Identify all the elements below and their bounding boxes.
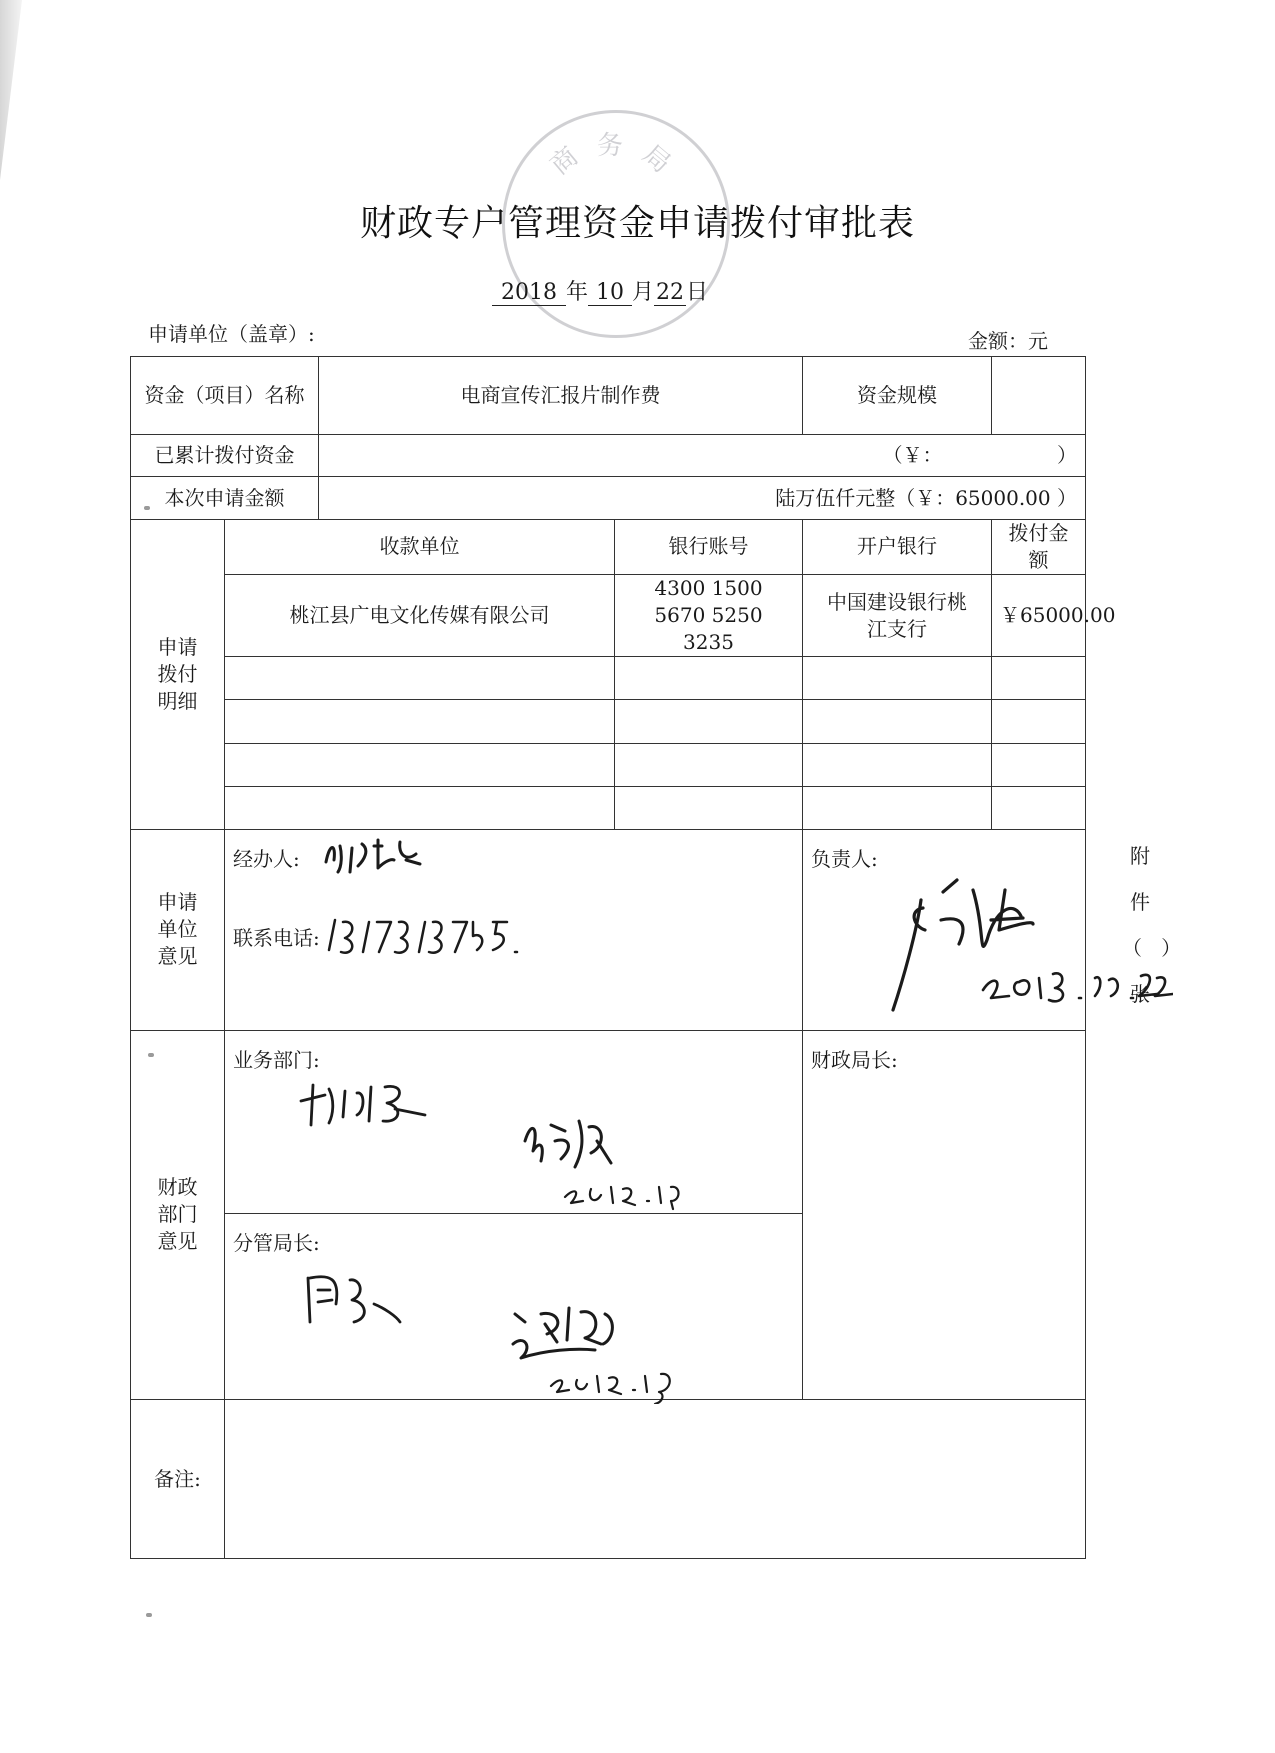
accumulated-value: （￥： ） xyxy=(319,435,1086,477)
scan-edge xyxy=(0,0,22,180)
remarks-label: 备注: xyxy=(131,1400,225,1559)
business-dept-signature-2 xyxy=(515,1111,685,1211)
detail-header-bank: 开户银行 xyxy=(803,519,992,574)
applicant-label: 申请单位（盖章）: xyxy=(148,322,315,346)
director-label: 财政局长: xyxy=(811,1047,898,1072)
detail-section-label: 申请 拨付 明细 xyxy=(131,519,225,829)
handler-label: 经办人: xyxy=(233,846,300,871)
form-title: 财政专户管理资金申请拨付审批表 xyxy=(359,203,915,244)
remarks-value xyxy=(225,1400,1086,1559)
detail-header-account: 银行账号 xyxy=(615,519,803,574)
scan-speck xyxy=(148,1053,154,1057)
seal-char-3: 局 xyxy=(636,139,677,180)
amount-unit: 金额：元 xyxy=(968,329,1048,353)
attachment-count: （ ） xyxy=(1122,936,1182,960)
deputy-signature-1 xyxy=(300,1264,410,1334)
scan-speck xyxy=(146,1613,152,1617)
attachment-char-2: 件 xyxy=(1130,890,1150,914)
finance-opinion-label: 财政 部门 意见 xyxy=(131,1030,225,1400)
project-name-value: 电商宣传汇报片制作费 xyxy=(319,357,803,435)
current-amount-value: 陆万伍仟元整（￥：65000.00 ） xyxy=(319,477,1086,519)
unit-opinion-label: 申请 单位 意见 xyxy=(131,829,225,1030)
detail-header-amount: 拨付金额 xyxy=(992,519,1086,574)
seal-char-2: 务 xyxy=(597,131,624,161)
table-row xyxy=(131,574,1086,656)
fund-scale-value xyxy=(992,357,1086,435)
current-amount-label: 本次申请金额 xyxy=(131,477,319,519)
date-year: 2018 xyxy=(492,280,566,306)
fund-scale-label: 资金规模 xyxy=(803,357,992,435)
scan-speck xyxy=(144,506,150,510)
date-year-label: 年 xyxy=(566,280,589,305)
table-row xyxy=(131,700,1086,743)
phone-label: 联系电话: xyxy=(233,925,320,950)
detail-header-payee: 收款单位 xyxy=(225,519,615,574)
project-name-label: 资金（项目）名称 xyxy=(131,357,319,435)
table-row xyxy=(131,743,1086,786)
responsible-label: 负责人: xyxy=(811,846,878,871)
date-month-label: 月 xyxy=(632,280,655,305)
detail-bank: 中国建设银行桃江支行 xyxy=(803,574,992,656)
business-dept-cell xyxy=(225,1030,803,1214)
date-day-label: 日 xyxy=(686,280,709,305)
attachment-char-1: 附 xyxy=(1130,844,1150,868)
detail-account: 4300 1500 5670 5250 3235 xyxy=(615,574,803,656)
deputy-cell xyxy=(225,1214,803,1400)
attachment-char-3: 张 xyxy=(1130,982,1150,1006)
detail-payee: 桃江县广电文化传媒有限公司 xyxy=(225,574,615,656)
unit-opinion-handler-cell xyxy=(225,829,803,1030)
table-row xyxy=(131,657,1086,700)
deputy-label: 分管局长: xyxy=(233,1231,320,1256)
director-cell xyxy=(803,1030,1086,1400)
deputy-signature-2 xyxy=(505,1294,695,1404)
business-dept-signature-1 xyxy=(295,1071,445,1131)
date-month: 10 xyxy=(588,280,632,306)
date-day: 22 xyxy=(656,280,685,305)
accumulated-label: 已累计拨付资金 xyxy=(131,435,319,477)
form-date xyxy=(492,275,708,306)
table-row xyxy=(131,786,1086,829)
approval-form-table xyxy=(130,356,1116,1559)
seal-char-1: 商 xyxy=(545,141,585,182)
responsible-cell xyxy=(803,829,1086,1030)
business-dept-label: 业务部门: xyxy=(233,1047,320,1072)
detail-amount: ￥65000.00 xyxy=(992,574,1086,656)
